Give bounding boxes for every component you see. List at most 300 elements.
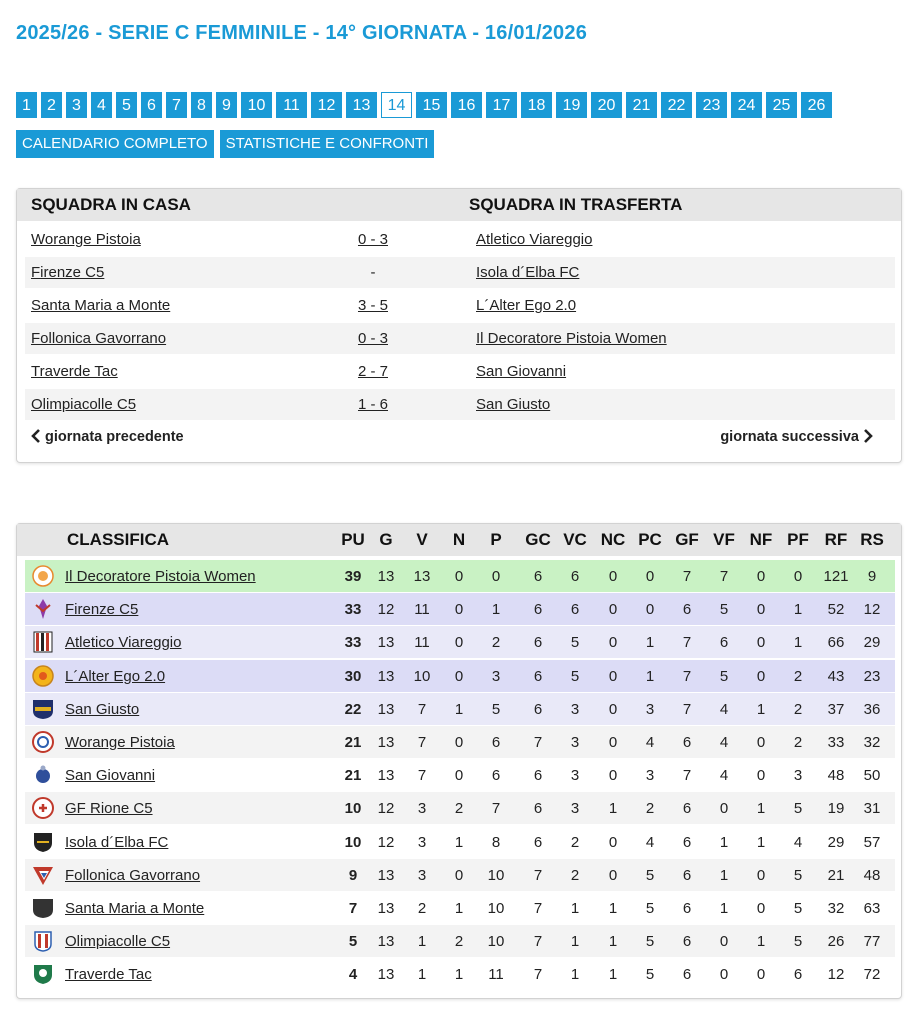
chevron-right-icon [863,429,873,443]
round-22-button[interactable]: 22 [661,92,692,118]
stat-pf: 2 [793,700,803,718]
stat-rf: 21 [827,866,845,884]
stat-vf: 5 [719,601,729,619]
stat-g: 12 [377,833,395,851]
stat-rf: 32 [827,900,845,917]
stat-p: 3 [491,667,501,685]
stat-nc: 1 [608,933,618,951]
olimpiacolle-logo [31,930,55,952]
stat-vf: 0 [719,966,729,984]
stat-g: 12 [377,800,395,818]
stats-button[interactable]: STATISTICHE E CONFRONTI [220,130,435,158]
stat-rs: 48 [863,866,881,884]
team-link[interactable]: Santa Maria a Monte [65,900,205,917]
stat-v: 3 [417,866,427,884]
results-panel [16,188,902,463]
stat-v: 2 [417,900,427,917]
stat-v: 3 [417,800,427,818]
stat-nc: 0 [608,866,618,884]
stat-n: 0 [454,601,464,619]
stat-pc: 5 [645,933,655,951]
column-header-nf: NF [749,530,773,549]
stat-vc: 2 [570,833,580,851]
stat-pc: 1 [645,634,655,652]
follonica-logo [31,864,55,886]
stat-pu: 7 [348,900,358,917]
calendar-button[interactable]: CALENDARIO COMPLETO [16,130,214,158]
round-4-button[interactable]: 4 [91,92,112,118]
home-team-link[interactable]: Santa Maria a Monte [31,297,171,314]
standings-row [25,593,895,625]
column-header-gf: GF [675,530,699,549]
next-round-label: giornata successiva [720,429,859,445]
stat-vf: 0 [719,933,729,951]
stat-vc: 1 [570,933,580,951]
stat-nc: 1 [608,966,618,984]
stat-pf: 5 [793,900,803,917]
stat-g: 13 [377,866,395,884]
match-row [25,224,895,255]
stat-nc: 0 [608,601,618,619]
stat-nf: 0 [756,667,766,685]
stat-rf: 52 [827,601,845,619]
column-header-nc: NC [600,530,626,549]
stat-nc: 0 [608,767,618,785]
stat-p: 10 [487,900,505,917]
column-header-pu: PU [341,530,365,549]
round-14-button[interactable]: 14 [381,92,412,118]
stat-p: 6 [491,734,501,751]
stat-vf: 1 [719,866,729,884]
stat-pf: 6 [793,966,803,984]
stat-rs: 31 [863,800,881,818]
away-team-link[interactable]: San Giovanni [476,363,567,380]
santamaria-logo [31,897,55,919]
stat-pf: 1 [793,634,803,652]
stat-nc: 0 [608,700,618,718]
stat-pc: 3 [645,700,655,718]
stat-n: 2 [454,800,464,818]
stat-g: 13 [377,966,395,984]
stat-vf: 1 [719,833,729,851]
stat-p: 11 [488,966,504,984]
stat-rf: 43 [827,667,845,685]
decoratore-logo [31,565,55,587]
stat-nf: 1 [756,700,766,718]
standings-row [25,925,895,957]
team-link[interactable]: Olimpiacolle C5 [65,933,171,951]
stat-rs: 50 [863,767,881,785]
stat-vf: 4 [719,734,729,751]
stat-gf: 6 [682,734,692,751]
home-team-header: SQUADRA IN CASA [31,195,191,214]
stat-n: 0 [454,767,464,785]
round-3-button[interactable]: 3 [66,92,87,118]
stat-v: 3 [417,833,427,851]
team-link[interactable]: Atletico Viareggio [65,634,182,652]
stat-vc: 6 [570,601,580,619]
stat-n: 0 [454,866,464,884]
stat-vf: 5 [719,667,729,685]
round-20-button[interactable]: 20 [591,92,622,118]
away-team-link[interactable]: Il Decoratore Pistoia Women [476,330,667,347]
round-23-button[interactable]: 23 [696,92,727,118]
stat-rs: 63 [863,900,881,917]
stat-rf: 121 [823,568,849,585]
nav-buttons [16,130,434,158]
round-selector [16,92,832,118]
stat-rs: 32 [863,734,881,751]
match-score[interactable]: 2 - 7 [357,363,388,380]
stat-v: 10 [413,667,431,685]
stat-gc: 7 [533,866,543,884]
stat-nf: 0 [756,568,766,585]
away-team-link[interactable]: Isola d´Elba FC [476,264,580,281]
stat-pf: 4 [793,833,803,851]
stat-vc: 3 [570,767,580,785]
stat-pf: 5 [793,866,803,884]
stat-gc: 6 [533,667,543,685]
stat-gc: 7 [533,900,543,917]
stat-pf: 3 [793,767,803,785]
stat-gc: 6 [533,800,543,818]
stat-gf: 6 [682,866,692,884]
stat-vc: 1 [570,900,580,917]
stat-p: 1 [491,601,501,619]
match-row [25,323,895,354]
match-score[interactable]: 0 - 3 [357,231,388,248]
stat-nc: 0 [608,667,618,685]
stat-v: 1 [417,933,427,951]
stat-gc: 7 [533,933,543,951]
stat-pu: 10 [344,800,362,818]
stat-gf: 6 [682,800,692,818]
stat-vc: 1 [570,966,580,984]
stat-n: 1 [454,900,464,917]
stat-gf: 7 [682,667,692,685]
stat-n: 0 [454,568,464,585]
stat-gf: 6 [682,833,692,851]
team-link[interactable]: Traverde Tac [65,966,152,984]
stat-nf: 0 [756,634,766,652]
stat-gf: 6 [682,900,692,917]
stat-pc: 0 [645,568,655,585]
stat-gf: 7 [682,568,692,585]
round-12-button[interactable]: 12 [311,92,342,118]
match-score[interactable]: - [370,264,376,281]
round-17-button[interactable]: 17 [486,92,517,118]
stat-p: 6 [491,767,501,785]
previous-round-link[interactable] [31,429,184,445]
stat-pu: 22 [344,700,362,718]
stat-pf: 5 [793,933,803,951]
stat-vc: 6 [570,568,580,585]
home-team-link[interactable]: Firenze C5 [31,264,105,281]
team-link[interactable]: GF Rione C5 [65,800,153,818]
column-header-pf: PF [787,530,809,549]
stat-pu: 30 [344,667,362,685]
round-24-button[interactable]: 24 [731,92,762,118]
stat-gc: 6 [533,568,543,585]
elba-logo [31,831,55,853]
home-team-link[interactable]: Olimpiacolle C5 [31,396,137,413]
stat-gf: 7 [682,634,692,652]
match-row [25,389,895,420]
standings-row [25,826,895,858]
stat-gc: 6 [533,601,543,619]
viareggio-logo [31,631,55,653]
worange-logo [31,731,55,753]
stat-nf: 0 [756,900,766,917]
stat-v: 13 [413,568,431,585]
stat-p: 10 [487,866,505,884]
stat-rs: 29 [863,634,881,652]
stat-pf: 0 [793,568,803,585]
round-9-button[interactable]: 9 [216,92,237,118]
stat-n: 0 [454,634,464,652]
stat-rf: 19 [827,800,845,818]
round-13-button[interactable]: 13 [346,92,377,118]
stat-vf: 0 [719,800,729,818]
stat-nc: 1 [608,900,618,917]
stat-gc: 7 [533,734,543,751]
stat-rs: 77 [863,933,881,951]
stat-nc: 0 [608,568,618,585]
round-6-button[interactable]: 6 [141,92,162,118]
stat-nc: 0 [608,734,618,751]
stat-vc: 3 [570,734,580,751]
round-19-button[interactable]: 19 [556,92,587,118]
team-link[interactable]: Isola d´Elba FC [65,833,169,851]
stat-g: 13 [377,734,395,751]
stat-nc: 0 [608,634,618,652]
stat-nc: 0 [608,833,618,851]
match-score[interactable]: 1 - 6 [357,396,388,413]
stat-nf: 0 [756,601,766,619]
stat-g: 13 [377,900,395,917]
round-8-button[interactable]: 8 [191,92,212,118]
team-link[interactable]: L´Alter Ego 2.0 [65,667,166,685]
round-10-button[interactable]: 10 [241,92,272,118]
stat-pu: 39 [344,568,362,585]
standings-row [25,626,895,658]
stat-pu: 33 [344,634,362,652]
stat-pu: 33 [344,601,362,619]
away-team-link[interactable]: San Giusto [476,396,551,413]
alterego-logo [31,665,55,687]
stat-gc: 6 [533,634,543,652]
team-link[interactable]: San Giovanni [65,767,156,785]
home-team-link[interactable]: Worange Pistoia [31,231,141,248]
sangiovanni-logo [31,764,55,786]
round-15-button[interactable]: 15 [416,92,447,118]
round-7-button[interactable]: 7 [166,92,187,118]
stat-pc: 5 [645,900,655,917]
stat-vf: 4 [719,767,729,785]
stat-rf: 29 [827,833,845,851]
stat-pc: 3 [645,767,655,785]
match-row [25,290,895,321]
stat-rf: 12 [827,966,845,984]
standings-row [25,660,895,692]
match-row [25,257,895,288]
stat-gc: 7 [533,966,543,984]
stat-rf: 33 [827,734,845,751]
stat-pu: 5 [348,933,358,951]
stat-pf: 5 [793,800,803,818]
column-header-g: G [379,530,393,549]
stat-pf: 2 [793,667,803,685]
stat-n: 1 [454,700,464,718]
stat-pf: 1 [793,601,803,619]
stat-gf: 6 [682,601,692,619]
match-row [25,356,895,387]
round-16-button[interactable]: 16 [451,92,482,118]
page-title: 2025/26 - SERIE C FEMMINILE - 14° GIORNATA - 16/01/2026 [16,22,588,44]
stat-pu: 10 [344,833,362,851]
round-5-button[interactable]: 5 [116,92,137,118]
next-round-link[interactable] [720,429,873,445]
away-team-header: SQUADRA IN TRASFERTA [469,195,683,214]
previous-round-label: giornata precedente [45,429,184,445]
stat-v: 7 [417,767,427,785]
stat-g: 13 [377,933,395,951]
match-score[interactable]: 0 - 3 [357,330,388,347]
stat-vf: 4 [719,700,729,718]
stat-n: 0 [454,734,464,751]
stat-pc: 4 [645,734,655,751]
stat-n: 1 [454,833,464,851]
stat-vc: 2 [570,866,580,884]
stat-pu: 4 [348,966,358,984]
stat-pc: 4 [645,833,655,851]
stat-rf: 66 [827,634,845,652]
stat-v: 11 [414,601,430,619]
team-link[interactable]: Follonica Gavorrano [65,866,201,884]
stat-g: 13 [377,700,395,718]
stat-pf: 2 [793,734,803,751]
stat-gc: 6 [533,700,543,718]
standings-row [25,726,895,758]
stat-gf: 7 [682,700,692,718]
stat-rs: 57 [863,833,881,851]
stat-p: 10 [487,933,505,951]
stat-p: 2 [491,634,501,652]
column-header-p: P [490,530,502,549]
home-team-link[interactable]: Follonica Gavorrano [31,330,167,347]
stat-g: 13 [377,767,395,785]
stat-nf: 0 [756,767,766,785]
team-link[interactable]: San Giusto [65,700,140,718]
stat-pc: 5 [645,866,655,884]
stat-nf: 0 [756,966,766,984]
round-21-button[interactable]: 21 [626,92,657,118]
round-25-button[interactable]: 25 [766,92,797,118]
stat-nf: 1 [756,800,766,818]
round-26-button[interactable]: 26 [801,92,832,118]
stat-v: 7 [417,700,427,718]
stat-vf: 6 [719,634,729,652]
standings-header [17,524,901,556]
round-1-button[interactable]: 1 [16,92,37,118]
stat-gf: 7 [682,767,692,785]
team-link[interactable]: Il Decoratore Pistoia Women [65,568,256,585]
column-header-rf: RF [824,530,848,549]
stat-pu: 21 [344,734,362,751]
round-18-button[interactable]: 18 [521,92,552,118]
column-header-rs: RS [860,530,884,549]
stat-gf: 6 [682,966,692,984]
stat-pc: 1 [645,667,655,685]
stat-n: 1 [454,966,464,984]
standings-row [25,560,895,592]
rione-logo [31,797,55,819]
team-link[interactable]: Firenze C5 [65,601,139,619]
stat-rs: 72 [863,966,881,984]
stat-gc: 6 [533,833,543,851]
results-header [17,189,901,221]
stat-p: 0 [491,568,501,585]
traverde-logo [31,963,55,985]
round-11-button[interactable]: 11 [276,92,307,118]
stat-nf: 0 [756,866,766,884]
standings-panel [16,523,902,999]
stat-pc: 5 [645,966,655,984]
stat-vc: 5 [570,634,580,652]
round-2-button[interactable]: 2 [41,92,62,118]
stat-pc: 2 [645,800,655,818]
match-score[interactable]: 3 - 5 [357,297,388,314]
standings-row [25,759,895,791]
stat-n: 2 [454,933,464,951]
stat-vc: 5 [570,667,580,685]
stat-nf: 1 [756,833,766,851]
standings-row [25,958,895,990]
away-team-link[interactable]: L´Alter Ego 2.0 [476,297,577,314]
firenze-logo [31,598,55,620]
stat-vc: 3 [570,700,580,718]
column-header-v: V [416,530,428,549]
stat-g: 12 [377,601,395,619]
column-header-n: N [452,530,466,549]
stat-p: 5 [491,700,501,718]
stat-v: 1 [417,966,427,984]
chevron-left-icon [31,429,41,443]
stat-rf: 26 [827,933,845,951]
stat-gf: 6 [682,933,692,951]
stat-vf: 7 [719,568,729,585]
stat-rs: 9 [867,568,877,585]
standings-row [25,892,895,924]
away-team-link[interactable]: Atletico Viareggio [476,231,593,248]
stat-rf: 37 [827,700,845,718]
stat-p: 7 [491,800,501,818]
stat-g: 13 [377,667,395,685]
stat-gc: 6 [533,767,543,785]
home-team-link[interactable]: Traverde Tac [31,363,118,380]
stat-rs: 12 [863,601,881,619]
standings-row [25,792,895,824]
stat-pu: 9 [348,866,358,884]
stat-nf: 0 [756,734,766,751]
standings-row [25,693,895,725]
column-header-vf: VF [713,530,735,549]
stat-rs: 23 [863,667,881,685]
stat-v: 7 [417,734,427,751]
team-link[interactable]: Worange Pistoia [65,734,175,751]
column-header-vc: VC [563,530,587,549]
stat-pc: 0 [645,601,655,619]
